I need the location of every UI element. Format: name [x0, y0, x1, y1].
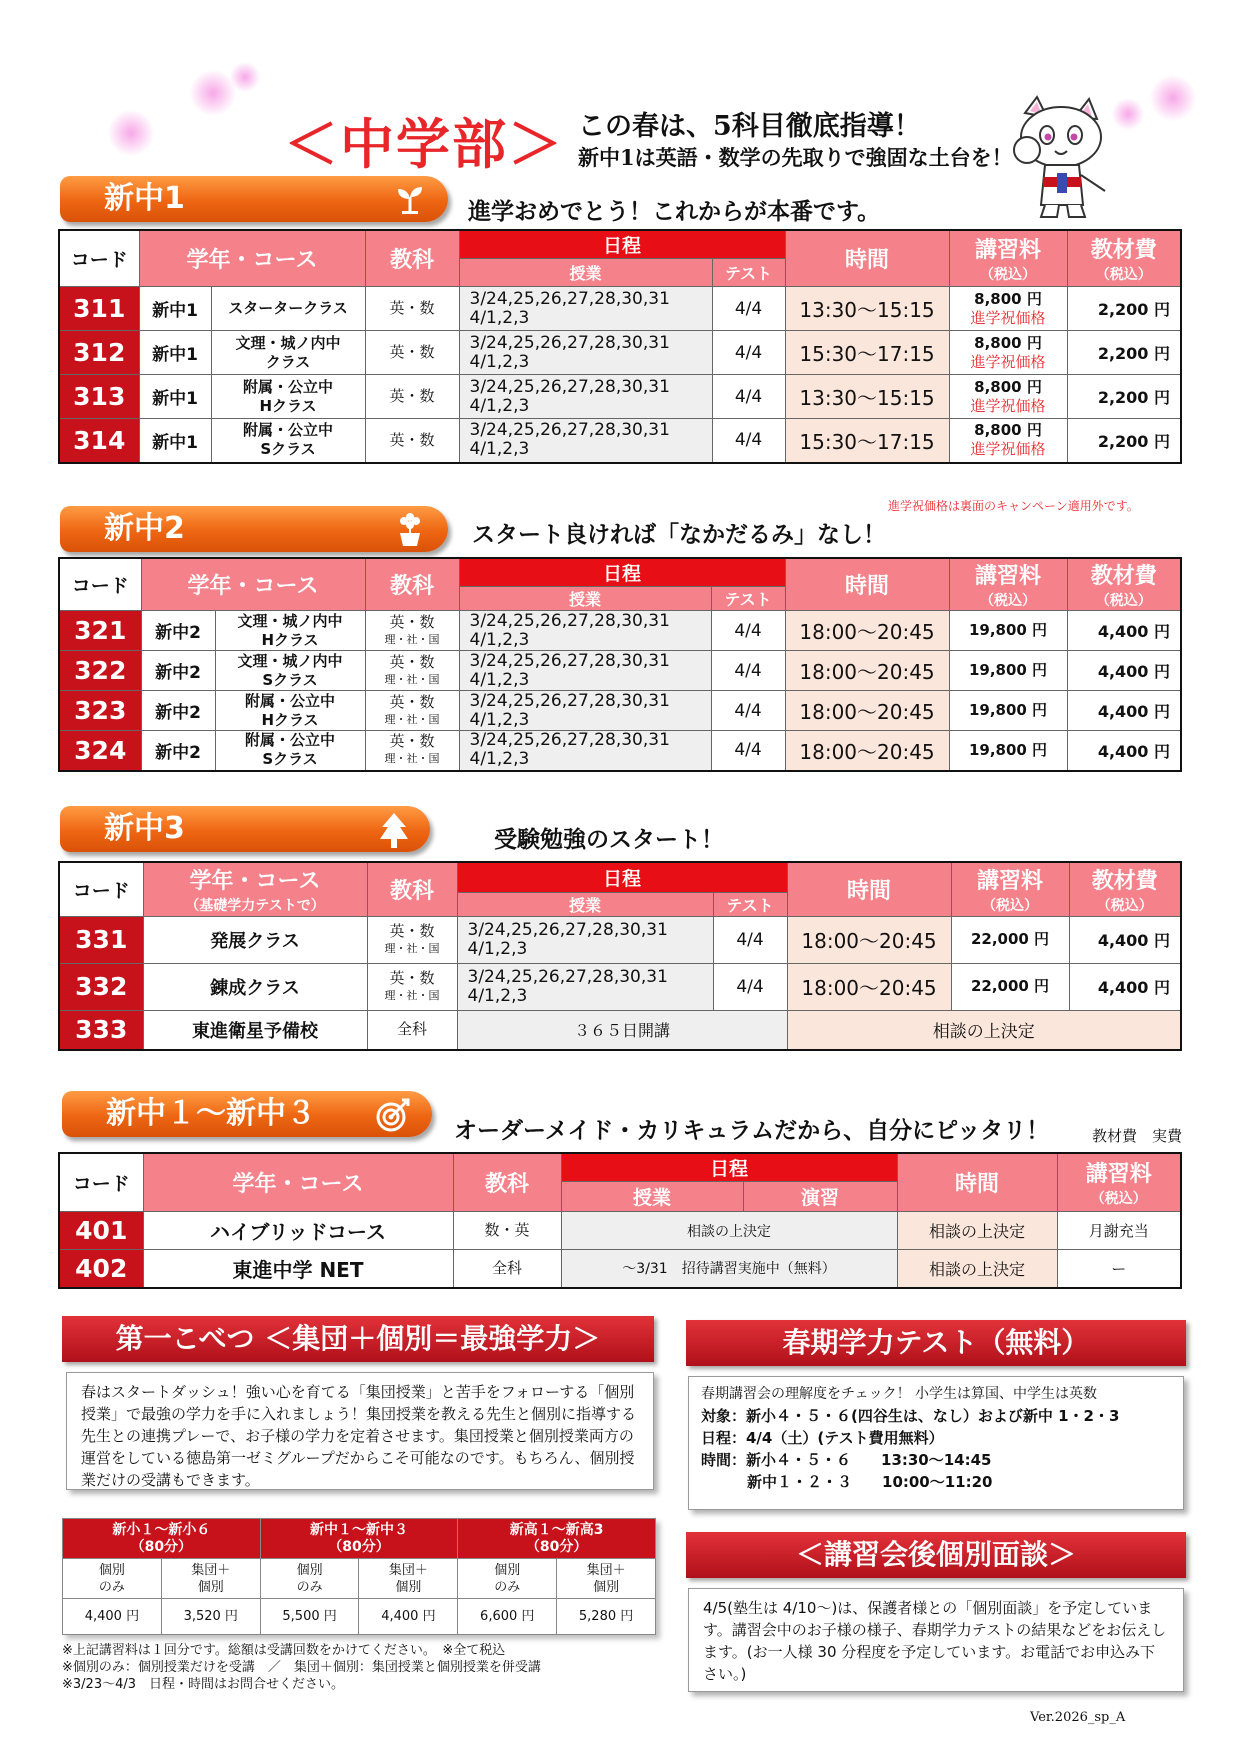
table-row [59, 287, 1181, 331]
discount-note: 進学祝価格は裏面のキャンペーン適用外です。 [888, 499, 1139, 513]
spring-test-box [688, 1376, 1184, 1510]
footnotes [62, 1642, 662, 1693]
table-row [59, 375, 1181, 419]
subject-main: 英・数 [389, 612, 435, 631]
fee-amount: 19,800 円 [968, 701, 1048, 719]
course-subject [365, 611, 459, 651]
fee-amount: 19,800 円 [968, 740, 1048, 759]
test-date: 4/4 [711, 651, 785, 691]
subject-sub: 理・社・国 [384, 941, 440, 955]
course-fee [949, 375, 1067, 419]
header-fee: 講習料 （税込） [949, 230, 1067, 287]
table-row [59, 963, 1181, 1010]
footnote: ※3/23～4/3 日程・時間はお問合せください。 [62, 1677, 345, 1692]
course-time: 18:00～20:45 [785, 731, 949, 771]
course-time: 13:30～15:15 [785, 287, 949, 331]
course-subject [365, 731, 459, 771]
fee-amount: 8,800 円 [974, 421, 1042, 440]
target-icon [376, 1098, 410, 1132]
course-name: 東進衛星予備校 [143, 1010, 367, 1050]
header-subject: 教科 [453, 1153, 561, 1212]
sprout-icon [394, 183, 426, 215]
table-body-grade9 [59, 916, 1181, 1010]
course-dates: 3/24,25,26,27,28,30,31 4/1,2,3 [457, 963, 713, 1010]
subject-main: 英・数 [389, 299, 435, 317]
fee-amount: 19,800 円 [968, 661, 1048, 679]
course-code: 331 [59, 916, 143, 963]
course-code: 322 [59, 651, 141, 691]
schedule-table-custom [58, 1152, 1182, 1289]
section-banner-grade7 [60, 176, 448, 222]
course-subject [365, 331, 459, 375]
subject-main: 英・数 [389, 732, 435, 751]
fee-amount: 19,800 円 [968, 621, 1048, 639]
price-value: 4,400 円 [359, 1599, 458, 1635]
course-time: 18:00～20:45 [785, 611, 949, 651]
course-name: 文理・城ノ内中 Hクラス [215, 611, 365, 651]
flower-pot-icon [394, 513, 426, 547]
material-fee: 4,400 円 [1067, 611, 1181, 651]
grade-label: 新中1 [139, 331, 211, 375]
course-subject [365, 287, 459, 331]
header-schedule: 日程 [457, 862, 787, 892]
subject-main: 英・数 [389, 968, 435, 987]
section-slogan: 進学おめでとう！これからが本番です。 [468, 198, 881, 225]
course-name: 文理・城ノ内中 Sクラス [215, 651, 365, 691]
course-fee: 月謝充当 [1057, 1212, 1181, 1250]
grade-label: 新中2 [141, 691, 215, 731]
fee-amount: 22,000 円 [970, 930, 1050, 948]
course-time: 13:30～15:15 [785, 375, 949, 419]
course-name: 発展クラス [143, 916, 367, 963]
grade-label: 新中2 [141, 611, 215, 651]
course-subject [365, 691, 459, 731]
course-code: 321 [59, 611, 141, 651]
section-slogan: 受験勉強のスタート！ [494, 826, 724, 853]
material-fee: 2,200 円 [1067, 419, 1181, 463]
subject-sub: 理・社・国 [384, 712, 440, 726]
header-fee: 講習料 （税込） [951, 862, 1069, 916]
grade-label: 新中1 [139, 287, 211, 331]
course-fee [949, 331, 1067, 375]
schedule-table-grade9 [58, 861, 1182, 1051]
subject-sub: 理・社・国 [384, 752, 440, 766]
material-cost-note: 教材費 実費 [1092, 1127, 1183, 1145]
decor-glow [230, 62, 260, 92]
decor-glow [108, 110, 154, 156]
material-fee: 4,400 円 [1067, 651, 1181, 691]
footnote: ※個別のみ：個別授業だけを受講 ／ 集団＋個別：集団授業と個別授業を併受講 [62, 1660, 541, 1675]
course-time: 18:00～20:45 [785, 651, 949, 691]
test-date: 4/4 [713, 963, 787, 1010]
material-fee: 4,400 円 [1069, 916, 1181, 963]
table-row [59, 331, 1181, 375]
price-value: 3,520 円 [161, 1599, 260, 1635]
table-row [59, 916, 1181, 963]
header-test: テスト [712, 259, 785, 287]
table-body-grade7 [59, 287, 1181, 463]
course-code: 324 [59, 731, 141, 771]
price-column-header: 個別 のみ [458, 1559, 557, 1599]
course-time: 18:00～20:45 [787, 963, 951, 1010]
course-dates: 3/24,25,26,27,28,30,31 4/1,2,3 [459, 375, 712, 419]
decor-glow [1150, 75, 1196, 121]
course-dates: 3/24,25,26,27,28,30,31 4/1,2,3 [459, 731, 711, 771]
header-test: テスト [713, 892, 787, 916]
course-time: 相談の上決定 [787, 1010, 1181, 1050]
price-value: 5,280 円 [557, 1599, 656, 1635]
course-dates: 3/24,25,26,27,28,30,31 4/1,2,3 [459, 287, 712, 331]
header-lesson: 授業 [459, 587, 711, 611]
material-fee: 4,400 円 [1067, 731, 1181, 771]
course-name: 文理・城ノ内中 クラス [211, 331, 365, 375]
course-code: 402 [59, 1250, 143, 1288]
header-fee: 講習料 （税込） [1057, 1153, 1181, 1212]
course-code: 311 [59, 287, 139, 331]
header-material: 教材費 （税込） [1069, 862, 1181, 916]
course-code: 332 [59, 963, 143, 1010]
price-value: 4,400 円 [63, 1599, 162, 1635]
test-date: 4/4 [711, 691, 785, 731]
subject-main: 英・数 [389, 692, 435, 711]
subject-sub: 理・社・国 [384, 988, 440, 1002]
subject-main: 英・数 [389, 387, 435, 405]
kobetsu-title: 第一こべつ ＜集団＋個別＝最強学力＞ [62, 1316, 654, 1362]
course-fee [949, 651, 1067, 691]
course-name: 附属・公立中 Hクラス [211, 375, 365, 419]
grade-label: 新中2 [141, 731, 215, 771]
test-date: 4/4 [713, 916, 787, 963]
course-fee: ー [1057, 1250, 1181, 1288]
test-date: 4/4 [712, 287, 785, 331]
test-line: 春期講習会の理解度をチェック！ 小学生は算国、中学生は英数 [701, 1386, 1098, 1402]
fee-amount: 8,800 円 [974, 377, 1042, 396]
price-column-header: 個別 のみ [260, 1559, 359, 1599]
course-dates: 3/24,25,26,27,28,30,31 4/1,2,3 [459, 611, 711, 651]
price-group-header: 新高１～新高3 （80分） [458, 1519, 656, 1559]
course-code: 314 [59, 419, 139, 463]
course-subject [365, 375, 459, 419]
course-schedule: ～3/31 招待講習実施中（無料） [561, 1250, 897, 1288]
cat-mascot-icon [1005, 95, 1115, 220]
subject-main: 英・数 [389, 430, 435, 449]
header-code: コード [59, 558, 141, 611]
header-lesson: 授業 [457, 892, 713, 916]
test-date: 4/4 [712, 375, 785, 419]
test-line: 対象：新小４・５・６(四谷生は、なし）および新中 1・2・3 [701, 1407, 1120, 1425]
header-time: 時間 [785, 230, 949, 287]
fee-amount: 22,000 円 [970, 977, 1050, 995]
course-name: スタータークラス [211, 287, 365, 331]
test-date: 4/4 [712, 419, 785, 463]
course-time: 18:00～20:45 [787, 916, 951, 963]
tagline-secondary: 新中1は英語・数学の先取りで強固な土台を！ [578, 145, 1013, 170]
course-subject: 数・英 [453, 1212, 561, 1250]
header-time: 時間 [897, 1153, 1057, 1212]
section-banner-grade9 [60, 806, 430, 852]
test-line: 日程：4/4（土）(テスト費用無料） [701, 1429, 944, 1447]
kobetsu-description: 春はスタートダッシュ！強い心を育てる「集団授業」と苦手をフォローする「個別授業」で最強の学力を手に入れましょう！集団授業を教える先生と個別に指導する先生との連携プレーで、お子様の学力を定着させます。集団授業と個別授業両方の運営をしている徳島第一ゼミグループだからこそ可能なのです。もちろん、個別授業だけの受講もできます。 [66, 1372, 654, 1490]
table-row [59, 1250, 1181, 1288]
schedule-table-grade8 [58, 557, 1182, 772]
course-fee [949, 287, 1067, 331]
individual-price-table [62, 1518, 656, 1635]
fee-note: 進学祝価格 [970, 396, 1046, 415]
material-fee: 2,200 円 [1067, 331, 1181, 375]
header-code: コード [59, 230, 139, 287]
course-dates: 3/24,25,26,27,28,30,31 4/1,2,3 [459, 691, 711, 731]
subject-sub: 理・社・国 [384, 672, 440, 686]
price-column-header: 集団＋ 個別 [359, 1559, 458, 1599]
tree-icon [380, 813, 408, 849]
test-line: 時間：新小４・５・６ 13:30～14:45 [701, 1451, 992, 1469]
header-material: 教材費 （税込） [1067, 558, 1181, 611]
table-row [59, 1212, 1181, 1250]
header-fee: 講習料 （税込） [949, 558, 1067, 611]
material-fee: 4,400 円 [1069, 963, 1181, 1010]
decor-glow [1112, 98, 1144, 130]
test-line: 新中１・２・３ 10:00～11:20 [747, 1473, 993, 1491]
header-schedule: 日程 [459, 230, 785, 259]
course-fee [949, 731, 1067, 771]
fee-amount: 8,800 円 [974, 289, 1042, 308]
table-row [59, 611, 1181, 651]
course-dates: 3/24,25,26,27,28,30,31 4/1,2,3 [459, 331, 712, 375]
course-code: 323 [59, 691, 141, 731]
course-code: 312 [59, 331, 139, 375]
course-name: 附属・公立中 Hクラス [215, 691, 365, 731]
course-fee [951, 916, 1069, 963]
section-banner-label: 新中１～新中３ [106, 1096, 316, 1131]
course-dates: 3/24,25,26,27,28,30,31 4/1,2,3 [459, 419, 712, 463]
section-banner-label: 新中3 [104, 811, 185, 846]
header-practice: 演習 [743, 1182, 897, 1212]
test-date: 4/4 [711, 731, 785, 771]
header-code: コード [59, 862, 143, 916]
footnote: ※上記講習料は１回分です。総額は受講回数をかけてください。 ※全て税込 [62, 1643, 506, 1658]
interview-title: ＜講習会後個別面談＞ [686, 1532, 1186, 1578]
version-label: Ver.2026_sp_A [1030, 1710, 1126, 1725]
course-time: 18:00～20:45 [785, 691, 949, 731]
price-column-header: 集団＋ 個別 [161, 1559, 260, 1599]
schedule-table-grade7 [58, 229, 1182, 464]
price-column-header: 集団＋ 個別 [557, 1559, 656, 1599]
spring-test-title: 春期学力テスト（無料） [686, 1320, 1186, 1366]
grade-label: 新中1 [139, 419, 211, 463]
header-grade-course: 学年・コース （基礎学力テストで） [143, 862, 367, 916]
course-fee [949, 691, 1067, 731]
section-banner-label: 新中1 [104, 181, 185, 216]
course-name: 錬成クラス [143, 963, 367, 1010]
section-banner-grade8 [60, 506, 448, 552]
header-test: テスト [711, 587, 785, 611]
section-banner-all-grades [62, 1091, 432, 1137]
subject-sub: 理・社・国 [384, 632, 440, 646]
header-grade-course: 学年・コース [141, 558, 365, 611]
header-grade-course: 学年・コース [143, 1153, 453, 1212]
course-name: ハイブリッドコース [143, 1212, 453, 1250]
table-row [59, 651, 1181, 691]
header-code: コード [59, 1153, 143, 1212]
page-title: ＜中学部＞ [284, 113, 564, 176]
fee-note: 進学祝価格 [970, 440, 1046, 459]
header-grade-course: 学年・コース [139, 230, 365, 287]
course-code: 333 [59, 1010, 143, 1050]
course-time: 15:30～17:15 [785, 331, 949, 375]
table-row [59, 691, 1181, 731]
course-code: 313 [59, 375, 139, 419]
interview-description: 4/5(塾生は 4/10～)は、保護者様との「個別面談」を予定しています。講習会中のお子様の様子、春期学力テストの結果などをお伝えします。(お一人様 30 分程度を予定しています。お電話でお申込み下さい。) [688, 1588, 1184, 1692]
fee-amount: 8,800 円 [974, 333, 1042, 352]
price-value: 6,600 円 [458, 1599, 557, 1635]
header-time: 時間 [785, 558, 949, 611]
tagline-primary: この春は、5科目徹底指導！ [578, 111, 921, 142]
course-schedule: 相談の上決定 [561, 1212, 897, 1250]
course-subject [365, 651, 459, 691]
material-fee: 4,400 円 [1067, 691, 1181, 731]
course-schedule: ３６５日開講 [457, 1010, 787, 1050]
course-subject [367, 916, 457, 963]
course-fee [949, 611, 1067, 651]
header-time: 時間 [787, 862, 951, 916]
header-subject: 教科 [367, 862, 457, 916]
header-subject: 教科 [365, 558, 459, 611]
course-code: 401 [59, 1212, 143, 1250]
price-group-header: 新中１～新中３ （80分） [260, 1519, 458, 1559]
subject-main: 英・数 [389, 343, 435, 361]
course-subject: 全科 [453, 1250, 561, 1288]
table-row [59, 731, 1181, 771]
table-row [59, 419, 1181, 463]
price-group-header: 新小１～新小６ （80分） [63, 1519, 261, 1559]
course-time: 相談の上決定 [897, 1212, 1057, 1250]
course-name: 附属・公立中 Sクラス [211, 419, 365, 463]
test-date: 4/4 [711, 611, 785, 651]
price-column-header: 個別 のみ [63, 1559, 162, 1599]
course-name: 東進中学 NET [143, 1250, 453, 1288]
material-fee: 2,200 円 [1067, 287, 1181, 331]
course-time: 相談の上決定 [897, 1250, 1057, 1288]
grade-label: 新中1 [139, 375, 211, 419]
course-fee [951, 963, 1069, 1010]
section-banner-label: 新中2 [104, 511, 185, 546]
course-time: 15:30～17:15 [785, 419, 949, 463]
table-row [59, 1010, 1181, 1050]
fee-note: 進学祝価格 [970, 352, 1046, 371]
subject-main: 英・数 [389, 921, 435, 940]
header-lesson: 授業 [459, 259, 712, 287]
course-dates: 3/24,25,26,27,28,30,31 4/1,2,3 [457, 916, 713, 963]
section-slogan: スタート良ければ「なかだるみ」なし！ [472, 521, 886, 548]
material-fee: 2,200 円 [1067, 375, 1181, 419]
course-subject [365, 419, 459, 463]
test-date: 4/4 [712, 331, 785, 375]
course-fee [949, 419, 1067, 463]
table-body-custom [59, 1212, 1181, 1288]
course-subject [367, 963, 457, 1010]
table-body-grade8 [59, 611, 1181, 771]
header-subject: 教科 [365, 230, 459, 287]
subject-main: 英・数 [389, 652, 435, 671]
header-schedule: 日程 [459, 558, 785, 587]
grade-label: 新中2 [141, 651, 215, 691]
header-material: 教材費 （税込） [1067, 230, 1181, 287]
course-name: 附属・公立中 Sクラス [215, 731, 365, 771]
course-dates: 3/24,25,26,27,28,30,31 4/1,2,3 [459, 651, 711, 691]
fee-note: 進学祝価格 [970, 308, 1046, 327]
header-schedule: 日程 [561, 1153, 897, 1182]
course-subject: 全科 [367, 1010, 457, 1050]
price-value: 5,500 円 [260, 1599, 359, 1635]
header-lesson: 授業 [561, 1182, 743, 1212]
section-slogan: オーダーメイド・カリキュラムだから、自分にピッタリ！ [454, 1117, 1050, 1144]
